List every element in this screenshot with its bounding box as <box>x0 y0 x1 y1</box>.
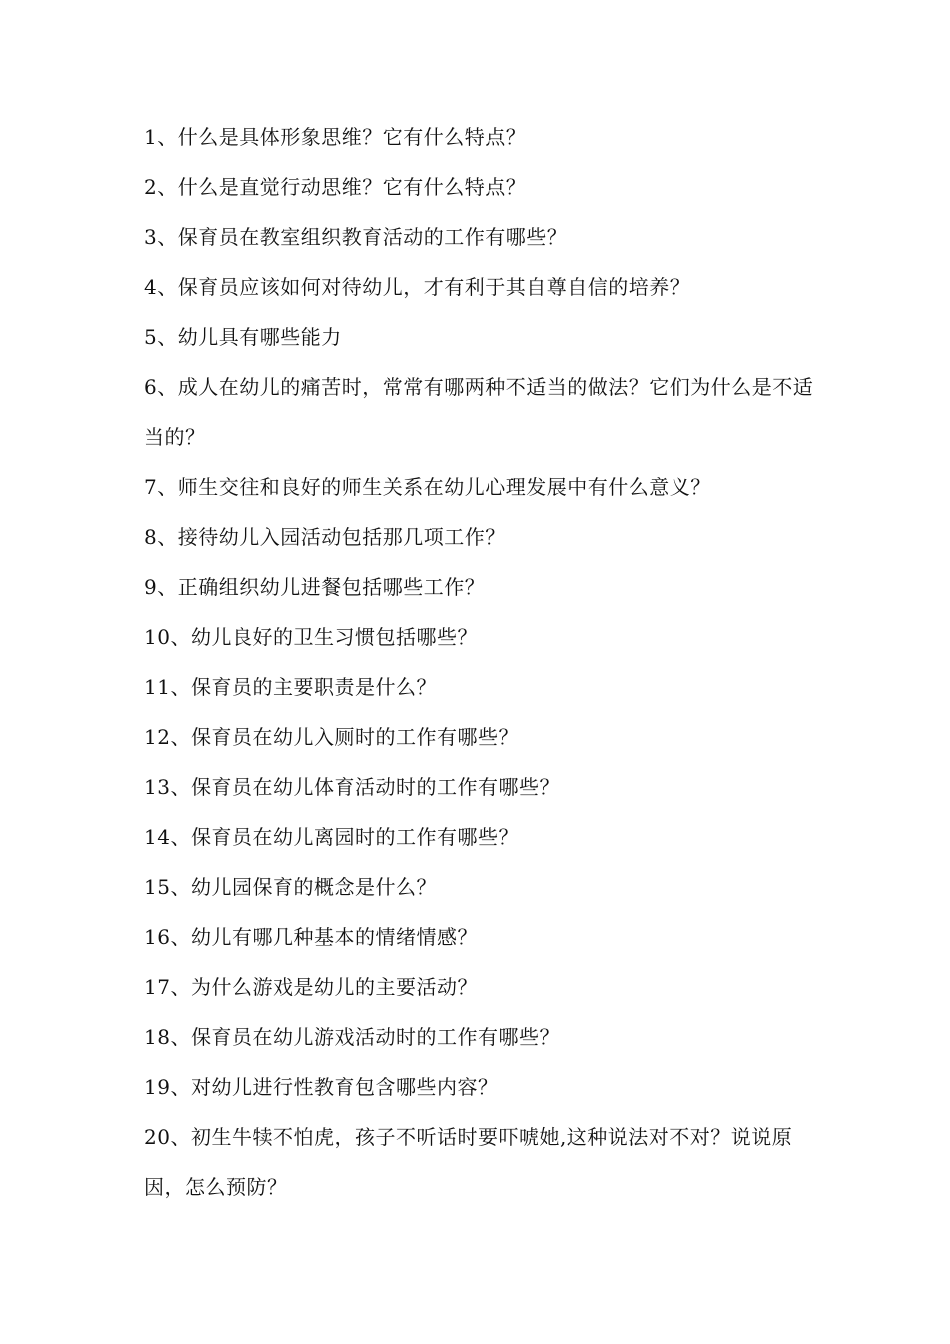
question-item: 14、保育员在幼儿离园时的工作有哪些？ <box>144 825 519 849</box>
question-item: 7、师生交往和良好的师生关系在幼儿心理发展中有什么意义？ <box>144 475 711 499</box>
question-item: 10、幼儿良好的卫生习惯包括哪些？ <box>144 625 478 649</box>
question-item: 13、保育员在幼儿体育活动时的工作有哪些？ <box>144 775 560 799</box>
question-item: 9、正确组织幼儿进餐包括哪些工作？ <box>144 575 486 599</box>
question-list <box>144 112 816 1212</box>
question-item: 6、成人在幼儿的痛苦时，常常有哪两种不适当的做法？它们为什么是不适当的？ <box>144 375 814 449</box>
question-item: 19、对幼儿进行性教育包含哪些内容？ <box>144 1075 499 1099</box>
question-item: 4、保育员应该如何对待幼儿，才有利于其自尊自信的培养？ <box>144 275 691 299</box>
question-item: 1、什么是具体形象思维？它有什么特点？ <box>144 125 527 149</box>
question-item: 16、幼儿有哪几种基本的情绪情感？ <box>144 925 478 949</box>
question-item: 15、幼儿园保育的概念是什么？ <box>144 875 437 899</box>
question-item: 20、初生牛犊不怕虎，孩子不听话时要吓唬她,这种说法对不对？说说原因，怎么预防？ <box>144 1125 793 1199</box>
question-item: 11、保育员的主要职责是什么？ <box>144 675 437 699</box>
question-item: 12、保育员在幼儿入厕时的工作有哪些？ <box>144 725 519 749</box>
question-item: 2、什么是直觉行动思维？它有什么特点？ <box>144 175 527 199</box>
question-item: 5、幼儿具有哪些能力 <box>144 325 342 349</box>
question-item: 17、为什么游戏是幼儿的主要活动？ <box>144 975 478 999</box>
question-item: 8、接待幼儿入园活动包括那几项工作？ <box>144 525 506 549</box>
question-item: 3、保育员在教室组织教育活动的工作有哪些？ <box>144 225 568 249</box>
question-item: 18、保育员在幼儿游戏活动时的工作有哪些？ <box>144 1025 560 1049</box>
